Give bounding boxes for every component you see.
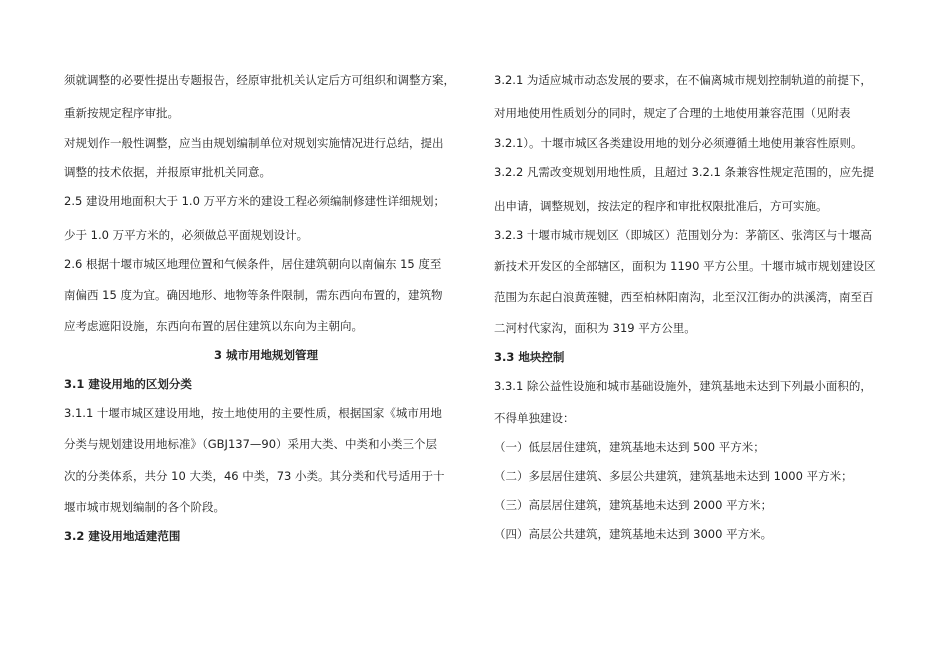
paragraph-line: 堰市城市规划编制的各个阶段。 (64, 500, 225, 514)
paragraph-line: 3.2.3 十堰市城市规划区（即城区）范围划分为：茅箭区、张湾区与十堰高 (494, 228, 872, 242)
paragraph-line: 3.2.1）。十堰市城区各类建设用地的划分必须遵循土地使用兼容性原则。 (494, 136, 863, 150)
paragraph-line: 3.1.1 十堰市城区建设用地，按土地使用的主要性质，根据国家《城市用地 (64, 406, 442, 420)
list-item: （四）高层公共建筑，建筑基地未达到 3000 平方米。 (494, 527, 773, 541)
paragraph-line: 次的分类体系，共分 10 大类，46 中类，73 小类。其分类和代号适用于十 (64, 469, 445, 483)
paragraph-line: 范围为东起白浪黄莲犍，西至柏林阳南沟，北至汉江街办的洪溪湾，南至百 (494, 290, 874, 304)
paragraph-line: 2.5 建设用地面积大于 1.0 万平方米的建设工程必须编制修建性详细规划； (64, 194, 446, 208)
paragraph-line: 3.2.1 为适应城市动态发展的要求，在不偏离城市规划控制轨道的前提下， (494, 73, 872, 87)
paragraph-line: 少于 1.0 万平方米的，必须做总平面规划设计。 (64, 228, 309, 242)
paragraph-line: 调整的技术依据，并报原审批机关同意。 (64, 165, 271, 179)
paragraph-line: 2.6 根据十堰市城区地理位置和气候条件，居住建筑朝向以南偏东 15 度至 (64, 257, 442, 271)
list-item: （一）低层居住建筑，建筑基地未达到 500 平方米； (494, 440, 765, 454)
paragraph-line: 对规划作一般性调整，应当由规划编制单位对规划实施情况进行总结，提出 (64, 136, 444, 150)
paragraph-line: 不得单独建设： (494, 411, 575, 425)
paragraph-line: 分类与规划建设用地标准》（GBJ137—90）采用大类、中类和小类三个层 (64, 437, 438, 451)
section-heading: 3 城市用地规划管理 (213, 348, 318, 362)
paragraph-line: 对用地使用性质划分的同时，规定了合理的土地使用兼容范围（见附表 (494, 106, 851, 120)
paragraph-line: 南偏西 15 度为宜。确因地形、地物等条件限制，需东西向布置的，建筑物 (64, 288, 443, 302)
list-item: （二）多层居住建筑、多层公共建筑，建筑基地未达到 1000 平方米； (494, 469, 853, 483)
paragraph-line: 二河村代家沟，面积为 319 平方公里。 (494, 321, 696, 335)
paragraph-line: 新技术开发区的全部辖区，面积为 1190 平方公里。十堰市城市规划建设区 (494, 259, 876, 273)
paragraph-line: 重新按规定程序审批。 (64, 106, 179, 120)
subsection-heading: 3.1 建设用地的区划分类 (64, 377, 192, 391)
subsection-heading: 3.3 地块控制 (494, 350, 565, 364)
paragraph-line: 3.2.2 凡需改变规划用地性质，且超过 3.2.1 条兼容性规定范围的，应先提 (494, 165, 874, 179)
list-item: （三）高层居住建筑，建筑基地未达到 2000 平方米； (494, 498, 773, 512)
paragraph-line: 应考虑遮阳设施，东西向布置的居住建筑以东向为主朝向。 (64, 319, 363, 333)
subsection-heading: 3.2 建设用地适建范围 (64, 529, 181, 543)
paragraph-line: 须就调整的必要性提出专题报告，经原审批机关认定后方可组织和调整方案， (64, 73, 455, 87)
paragraph-line: 3.3.1 除公益性设施和城市基础设施外，建筑基地未达到下列最小面积的， (494, 379, 872, 393)
paragraph-line: 出申请，调整规划，按法定的程序和审批权限批准后，方可实施。 (494, 199, 828, 213)
